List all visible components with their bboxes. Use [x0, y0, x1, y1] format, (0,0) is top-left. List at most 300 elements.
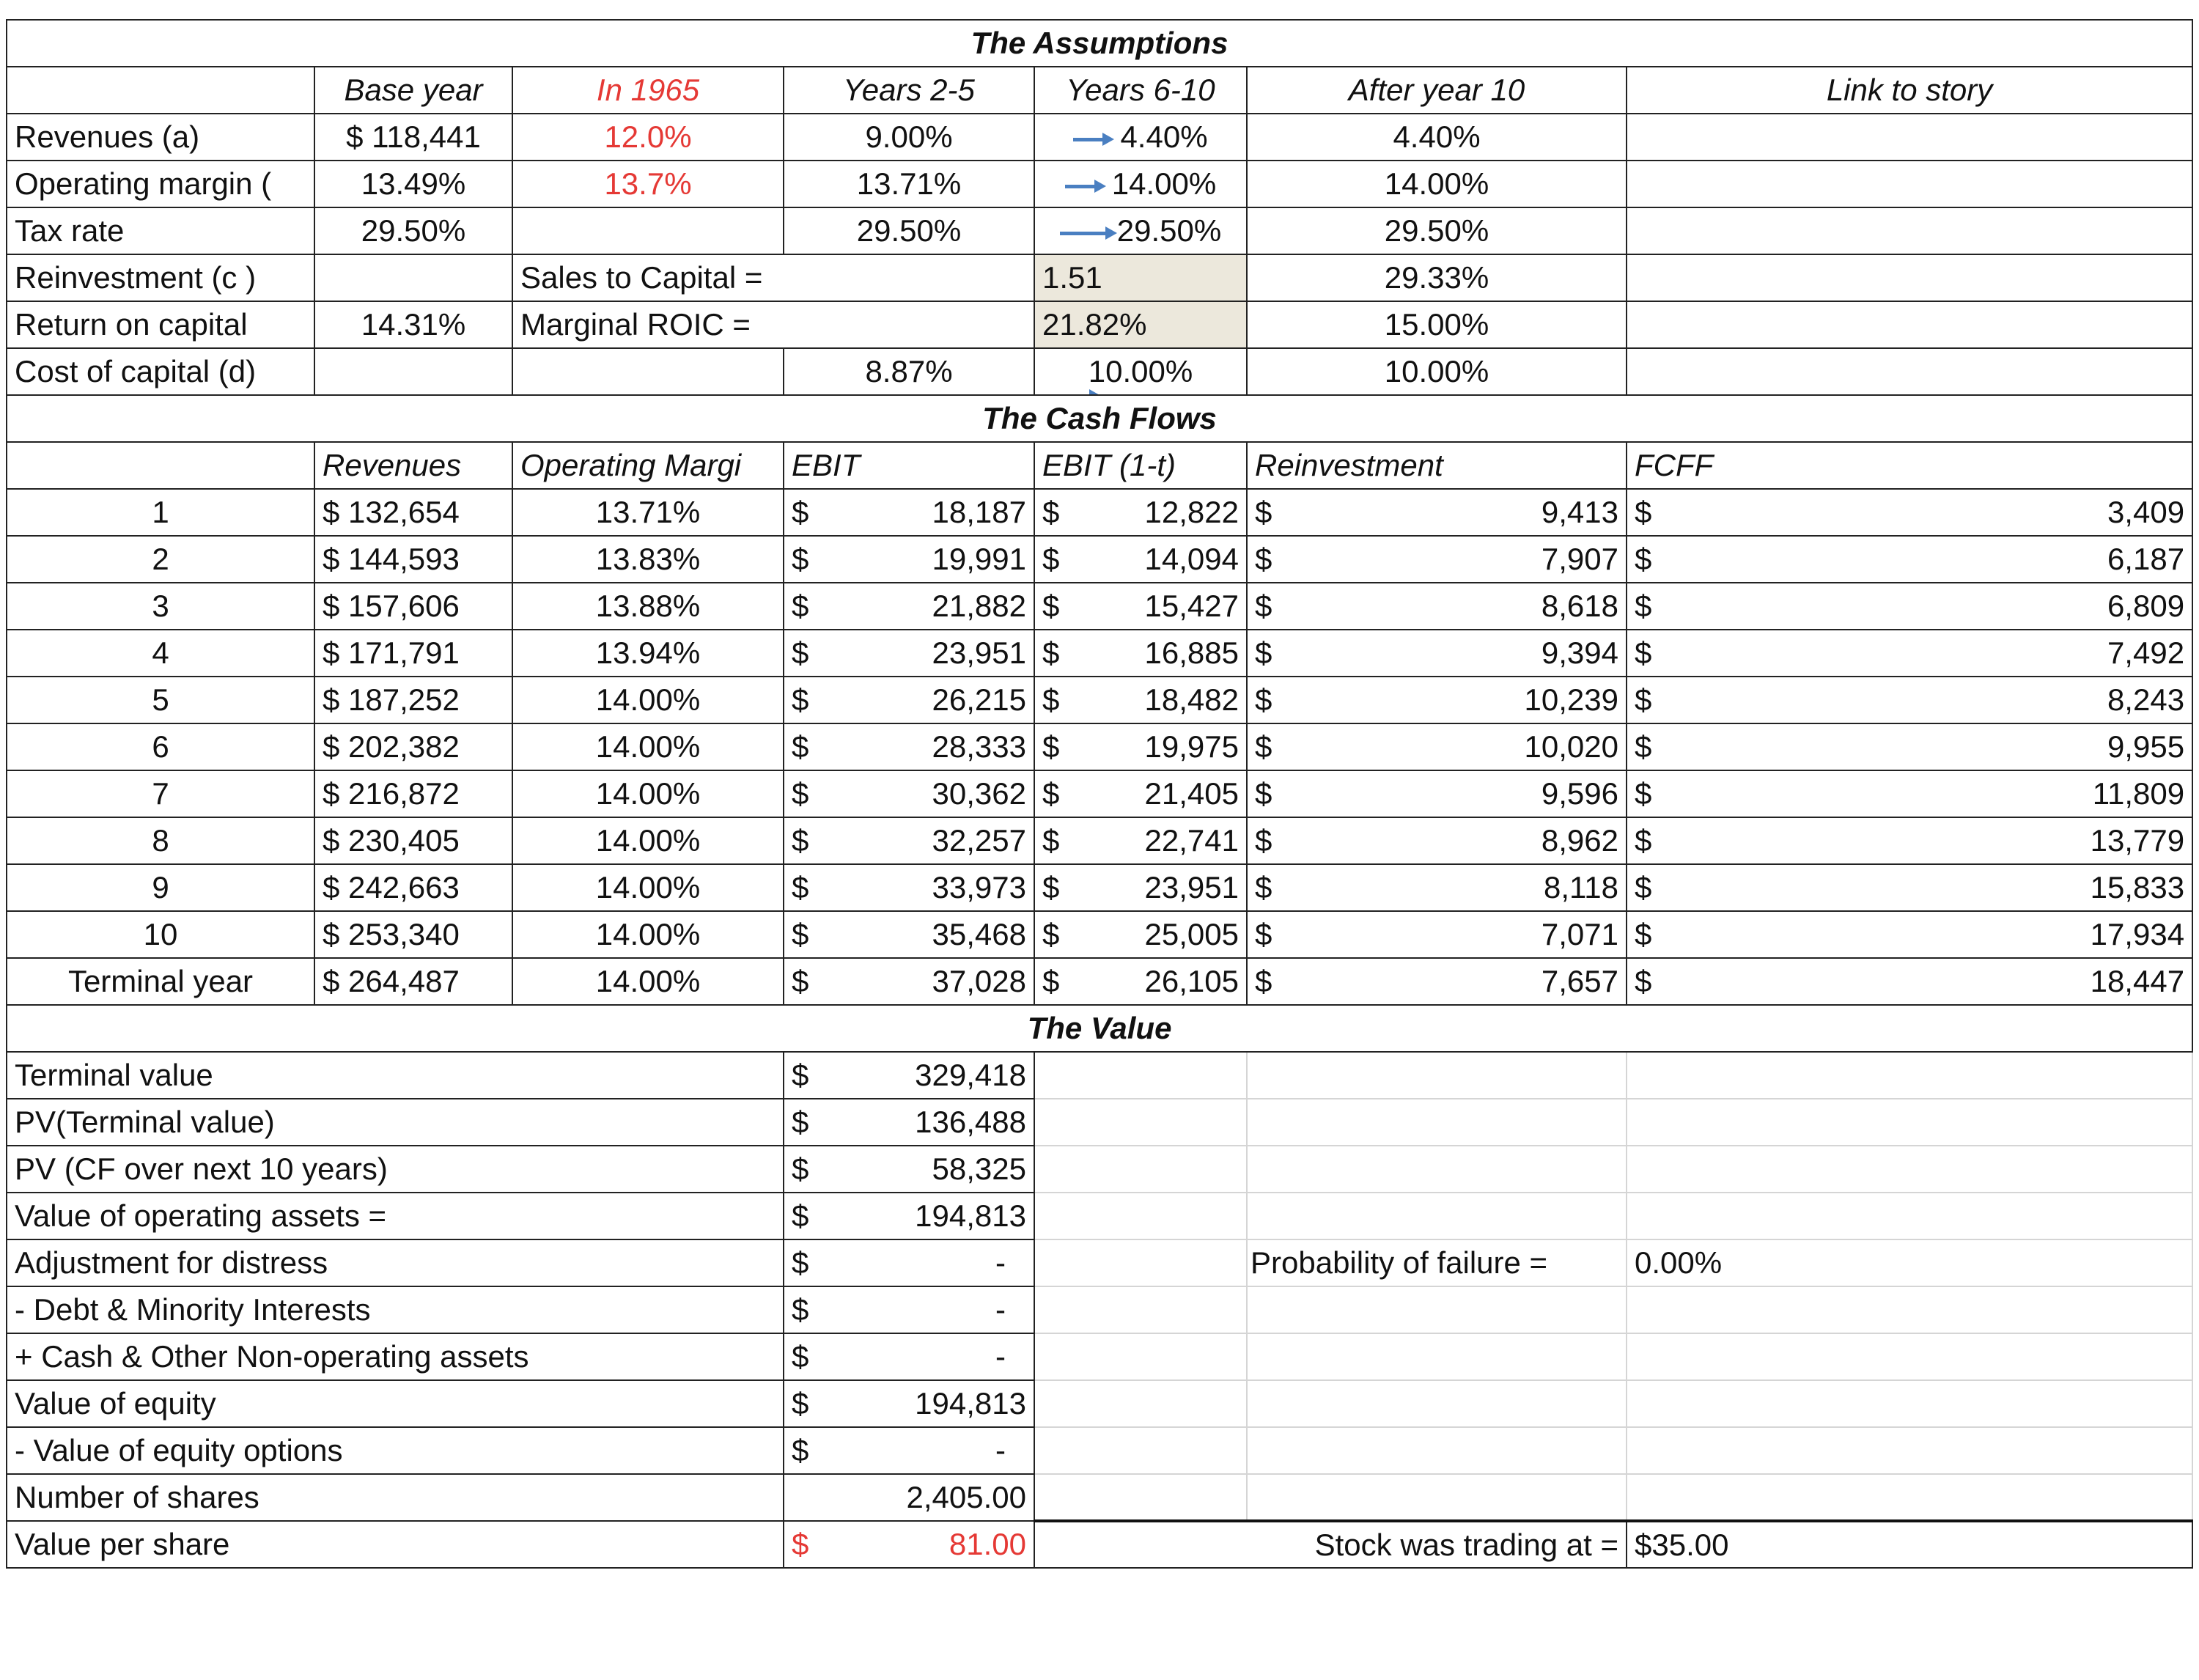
cashflow-row	[7, 583, 2192, 630]
cashflow-ebit-1-t-value: 15,427	[1144, 589, 1239, 623]
cashflow-margin: 14.00%	[512, 770, 784, 817]
marginal-roic-value[interactable]: 21.82%	[1034, 301, 1247, 348]
cashflow-ebit-wrap	[792, 591, 1026, 622]
cashflow-reinvestment-value: 7,907	[1541, 542, 1618, 576]
assumption-years-2-5: 13.71%	[784, 161, 1034, 207]
sales-to-capital-value[interactable]: 1.51	[1034, 254, 1247, 301]
cashflow-fcff	[1627, 911, 2192, 958]
empty-cell[interactable]	[1247, 1099, 1627, 1146]
currency-symbol: $	[792, 1386, 809, 1421]
assumption-story[interactable]	[1627, 254, 2192, 301]
empty-cell[interactable]	[1627, 1380, 2192, 1427]
assumption-years-2-5: 29.50%	[784, 207, 1034, 254]
cashflow-fcff	[1627, 677, 2192, 723]
value-per-share-label: Value per share	[7, 1521, 784, 1568]
currency-symbol: $	[792, 870, 809, 905]
currency-symbol: $	[1635, 729, 1652, 764]
cashflow-reinvestment-wrap	[1255, 778, 1618, 809]
cashflow-reinvestment-wrap	[1255, 729, 1618, 764]
value-amount-wrap	[792, 1198, 1026, 1233]
value-amount-wrap	[792, 1341, 1026, 1372]
assumption-1965	[512, 207, 784, 254]
cashflow-ebit	[784, 489, 1034, 536]
cashflow-ebit-value: 18,187	[932, 495, 1026, 529]
empty-cell[interactable]	[1034, 1286, 1247, 1333]
cashflow-ebit-1-t	[1034, 723, 1247, 770]
empty-cell[interactable]	[1034, 1239, 1247, 1286]
cashflow-reinvestment	[1247, 489, 1627, 536]
cashflow-reinvestment-wrap	[1255, 591, 1618, 622]
cashflow-fcff	[1627, 958, 2192, 1005]
value-amount-value: 136,488	[915, 1105, 1026, 1139]
cashflow-reinvestment	[1247, 630, 1627, 677]
cashflow-reinvestment-wrap	[1255, 497, 1618, 528]
cashflow-ebit-1-t-value: 23,951	[1144, 870, 1239, 905]
currency-symbol: $	[792, 635, 809, 670]
cashflow-row	[7, 630, 2192, 677]
cashflow-fcff-value: 17,934	[2090, 917, 2185, 951]
currency-symbol: $	[792, 729, 809, 764]
cashflow-fcff	[1627, 817, 2192, 864]
cashflow-fcff-wrap	[1635, 778, 2184, 809]
value-label: Terminal value	[7, 1052, 784, 1099]
stock-trading-value[interactable]: $35.00	[1627, 1521, 2192, 1568]
value-row	[7, 1052, 2192, 1099]
cashflow-revenue: $ 216,872	[314, 770, 512, 817]
cashflow-ebit-1-t	[1034, 489, 1247, 536]
cashflow-margin: 14.00%	[512, 864, 784, 911]
cashflow-ebit-wrap	[792, 872, 1026, 903]
value-amount	[784, 1146, 1034, 1193]
currency-symbol: $	[792, 1152, 809, 1186]
header-base-year: Base year	[314, 67, 512, 114]
empty-cell[interactable]	[1627, 1286, 2192, 1333]
assumption-base: 14.31%	[314, 301, 512, 348]
currency-symbol: $	[792, 1105, 809, 1139]
currency-symbol: $	[1255, 823, 1272, 858]
cashflow-reinvestment-value: 7,071	[1541, 917, 1618, 951]
cashflow-row	[7, 911, 2192, 958]
value-row	[7, 1380, 2192, 1427]
cashflow-ebit	[784, 536, 1034, 583]
empty-cell[interactable]	[1247, 1286, 1627, 1333]
cashflow-margin: 13.83%	[512, 536, 784, 583]
cashflow-margin: 14.00%	[512, 817, 784, 864]
assumption-years-6-10	[1034, 348, 1247, 395]
cashflow-reinvestment	[1247, 958, 1627, 1005]
assumption-row-operating-margin	[7, 161, 2192, 207]
cashflow-margin: 13.94%	[512, 630, 784, 677]
value-amount	[784, 1193, 1034, 1239]
assumption-label: Cost of capital (d)	[7, 348, 314, 395]
currency-symbol: $	[792, 682, 809, 717]
currency-symbol: $	[1042, 542, 1060, 576]
currency-symbol: $	[792, 1433, 809, 1467]
assumption-1965: 13.7%	[512, 161, 784, 207]
cashflow-ebit-1-t	[1034, 864, 1247, 911]
cashflow-ebit-1-t	[1034, 630, 1247, 677]
header-years-2-5: Years 2-5	[784, 67, 1034, 114]
cashflow-ebit-1-t	[1034, 677, 1247, 723]
cashflow-ebit-wrap	[792, 635, 1026, 670]
cashflow-ebit	[784, 677, 1034, 723]
currency-symbol: $	[792, 776, 809, 811]
value-row	[7, 1427, 2192, 1474]
assumption-label: Operating margin (	[7, 161, 314, 207]
cashflow-fcff	[1627, 489, 2192, 536]
value-amount-value: -	[995, 1292, 1006, 1327]
currency-symbol: $	[1255, 495, 1272, 529]
cashflow-reinvestment-wrap	[1255, 825, 1618, 856]
value-amount-value: -	[995, 1245, 1006, 1280]
value-row	[7, 1333, 2192, 1380]
assumption-story[interactable]	[1627, 207, 2192, 254]
value-amount	[784, 1333, 1034, 1380]
cashflow-header-blank	[7, 442, 314, 489]
currency-symbol: $	[792, 964, 809, 998]
arrow-right-icon	[1060, 230, 1117, 236]
value-label: PV(Terminal value)	[7, 1099, 784, 1146]
empty-cell[interactable]	[1627, 1099, 2192, 1146]
cashflow-year: 6	[7, 723, 314, 770]
cashflow-margin: 14.00%	[512, 677, 784, 723]
currency-symbol: $	[792, 1527, 809, 1561]
currency-symbol: $	[1635, 589, 1652, 623]
value-amount	[784, 1286, 1034, 1333]
assumption-years-6-10-value: 14.00%	[1111, 166, 1217, 201]
cashflow-row	[7, 864, 2192, 911]
cashflow-row	[7, 677, 2192, 723]
assumption-label: Reinvestment (c )	[7, 254, 314, 301]
currency-symbol: $	[1042, 917, 1060, 951]
cashflow-row	[7, 958, 2192, 1005]
cashflow-ebit-1-t-wrap	[1042, 591, 1239, 622]
cashflow-fcff-wrap	[1635, 872, 2184, 903]
assumption-years-6-10-value: 4.40%	[1120, 119, 1208, 154]
cashflow-fcff-value: 15,833	[2090, 870, 2185, 905]
empty-cell[interactable]	[1247, 1146, 1627, 1193]
value-label: - Value of equity options	[7, 1427, 784, 1474]
header-link-to-story: Link to story	[1627, 67, 2192, 114]
currency-symbol: $	[1255, 870, 1272, 905]
cashflow-ebit-value: 21,882	[932, 589, 1026, 623]
header-in-1965: In 1965	[512, 67, 784, 114]
cashflow-ebit-1-t-wrap	[1042, 544, 1239, 575]
cashflow-ebit-1-t-value: 19,975	[1144, 729, 1239, 764]
cashflow-ebit-value: 37,028	[932, 964, 1026, 998]
cashflow-fcff	[1627, 630, 2192, 677]
assumption-years-6-10-value: 10.00%	[1088, 354, 1193, 388]
header-after-year-10: After year 10	[1247, 67, 1627, 114]
assumption-row-return-on-capital	[7, 301, 2192, 348]
assumption-label: Tax rate	[7, 207, 314, 254]
empty-cell[interactable]	[1627, 1052, 2192, 1099]
cashflow-reinvestment	[1247, 677, 1627, 723]
value-amount-wrap	[792, 1154, 1026, 1185]
assumption-base: $ 118,441	[314, 114, 512, 161]
arrow-right-icon	[1073, 136, 1114, 142]
value-label: + Cash & Other Non-operating assets	[7, 1333, 784, 1380]
assumption-years-2-5: 8.87%	[784, 348, 1034, 395]
empty-cell[interactable]	[1247, 1380, 1627, 1427]
empty-cell[interactable]	[1034, 1427, 1247, 1474]
value-amount-wrap	[792, 1294, 1026, 1325]
valuation-table	[6, 19, 2193, 1569]
cashflow-revenue: $ 157,606	[314, 583, 512, 630]
empty-cell[interactable]	[1034, 1380, 1247, 1427]
cashflow-reinvestment	[1247, 536, 1627, 583]
cashflow-ebit	[784, 864, 1034, 911]
cashflow-fcff-wrap	[1635, 825, 2184, 856]
cashflow-ebit-value: 19,991	[932, 542, 1026, 576]
assumption-label: Return on capital	[7, 301, 314, 348]
currency-symbol: $	[792, 917, 809, 951]
cashflow-reinvestment	[1247, 817, 1627, 864]
assumption-base	[314, 254, 512, 301]
cashflow-fcff-wrap	[1635, 729, 2185, 764]
value-amount-wrap	[792, 1060, 1026, 1091]
assumption-story[interactable]	[1627, 114, 2192, 161]
value-amount-wrap	[792, 1245, 1026, 1280]
currency-symbol: $	[792, 495, 809, 529]
assumption-years-6-10	[1034, 207, 1247, 254]
cashflow-ebit-1-t-value: 14,094	[1144, 542, 1239, 576]
empty-cell[interactable]	[1247, 1333, 1627, 1380]
cashflow-ebit-value: 35,468	[932, 917, 1026, 951]
cashflow-ebit-wrap	[792, 966, 1026, 997]
empty-cell[interactable]	[1247, 1193, 1627, 1239]
cashflow-reinvestment	[1247, 864, 1627, 911]
value-label: PV (CF over next 10 years)	[7, 1146, 784, 1193]
assumption-after-10: 29.33%	[1247, 254, 1627, 301]
assumption-after-10: 10.00%	[1247, 348, 1627, 395]
currency-symbol: $	[792, 1245, 809, 1280]
currency-symbol: $	[1635, 964, 1652, 998]
value-row	[7, 1239, 2192, 1286]
currency-symbol: $	[1042, 823, 1060, 858]
cashflow-margin: 14.00%	[512, 958, 784, 1005]
currency-symbol: $	[1042, 776, 1060, 811]
currency-symbol: $	[1635, 823, 1652, 858]
probability-of-failure-label: Probability of failure =	[1247, 1239, 1627, 1286]
empty-cell[interactable]	[1627, 1193, 2192, 1239]
currency-symbol: $	[1042, 682, 1060, 717]
assumption-1965: 12.0%	[512, 114, 784, 161]
cashflow-ebit-1-t	[1034, 536, 1247, 583]
empty-cell[interactable]	[1247, 1052, 1627, 1099]
assumption-story[interactable]	[1627, 348, 2192, 395]
cashflow-ebit-1-t-value: 26,105	[1144, 964, 1239, 998]
currency-symbol: $	[792, 589, 809, 623]
currency-symbol: $	[792, 1198, 809, 1233]
cashflow-revenue: $ 230,405	[314, 817, 512, 864]
cashflow-fcff-wrap	[1635, 497, 2184, 528]
currency-symbol: $	[1635, 682, 1652, 717]
cashflow-year: 7	[7, 770, 314, 817]
value-amount-value: 194,813	[915, 1386, 1026, 1421]
value-row	[7, 1146, 2192, 1193]
empty-cell[interactable]	[1034, 1474, 1247, 1521]
currency-symbol: $	[1635, 870, 1652, 905]
assumptions-title: The Assumptions	[7, 20, 2192, 67]
assumption-label: Revenues (a)	[7, 114, 314, 161]
cashflow-ebit-1-t	[1034, 817, 1247, 864]
currency-symbol: $	[1042, 964, 1060, 998]
empty-cell[interactable]	[1034, 1333, 1247, 1380]
currency-symbol: $	[1042, 870, 1060, 905]
cashflow-ebit-wrap	[792, 919, 1026, 950]
currency-symbol: $	[1042, 635, 1060, 670]
cashflow-ebit-1-t-wrap	[1042, 729, 1239, 764]
cashflow-revenue: $ 144,593	[314, 536, 512, 583]
cashflow-ebit-1-t-value: 22,741	[1144, 823, 1239, 858]
assumption-row-reinvestment	[7, 254, 2192, 301]
assumption-base: 29.50%	[314, 207, 512, 254]
value-title: The Value	[7, 1005, 2192, 1052]
cashflow-ebit-wrap	[792, 729, 1026, 764]
currency-symbol: $	[1255, 917, 1272, 951]
cashflow-ebit-1-t-wrap	[1042, 966, 1239, 997]
cashflow-ebit	[784, 770, 1034, 817]
cashflow-fcff-value: 7,492	[2107, 635, 2185, 670]
cashflow-fcff-value: 6,187	[2107, 542, 2185, 576]
cashflow-ebit-value: 32,257	[932, 823, 1026, 858]
valuation-spreadsheet	[6, 19, 2192, 1569]
cashflow-row	[7, 536, 2192, 583]
value-per-share	[784, 1521, 1034, 1568]
cashflow-ebit-1-t-value: 12,822	[1144, 495, 1239, 529]
empty-cell[interactable]	[1627, 1333, 2192, 1380]
cashflow-reinvestment	[1247, 770, 1627, 817]
assumption-after-10: 4.40%	[1247, 114, 1627, 161]
currency-symbol: $	[1635, 776, 1652, 811]
value-label: Value of operating assets =	[7, 1193, 784, 1239]
currency-symbol: $	[1255, 542, 1272, 576]
cashflow-ebit	[784, 630, 1034, 677]
empty-cell[interactable]	[1034, 1052, 1247, 1099]
cashflow-ebit-1-t	[1034, 583, 1247, 630]
currency-symbol: $	[792, 1058, 809, 1092]
cashflow-ebit	[784, 911, 1034, 958]
probability-of-failure-value[interactable]: 0.00%	[1627, 1239, 2192, 1286]
currency-symbol: $	[1255, 682, 1272, 717]
cashflow-row	[7, 770, 2192, 817]
assumption-after-10: 29.50%	[1247, 207, 1627, 254]
empty-cell[interactable]	[1034, 1146, 1247, 1193]
cashflows-title: The Cash Flows	[7, 395, 2192, 442]
assumption-story[interactable]	[1627, 301, 2192, 348]
assumption-base: 13.49%	[314, 161, 512, 207]
cashflow-ebit-1-t-value: 18,482	[1144, 682, 1239, 717]
cashflow-reinvestment-value: 7,657	[1541, 964, 1618, 998]
value-amount-value: 194,813	[915, 1198, 1026, 1233]
cashflow-fcff	[1627, 583, 2192, 630]
cashflow-fcff-wrap	[1635, 966, 2184, 997]
value-amount	[784, 1052, 1034, 1099]
empty-cell[interactable]	[1627, 1474, 2192, 1521]
value-amount	[784, 1427, 1034, 1474]
cashflow-ebit-1-t	[1034, 770, 1247, 817]
value-per-share-wrap	[792, 1529, 1026, 1560]
cashflow-revenue: $ 253,340	[314, 911, 512, 958]
cashflow-year: 5	[7, 677, 314, 723]
cashflow-revenue: $ 202,382	[314, 723, 512, 770]
currency-symbol: $	[1042, 495, 1060, 529]
cashflow-revenue: $ 242,663	[314, 864, 512, 911]
cashflow-ebit-1-t-wrap	[1042, 919, 1239, 950]
cashflow-reinvestment	[1247, 911, 1627, 958]
cashflow-fcff-value: 13,779	[2090, 823, 2185, 858]
empty-cell[interactable]	[1247, 1427, 1627, 1474]
assumption-years-6-10	[1034, 114, 1247, 161]
header-fcff: FCFF	[1627, 442, 2192, 489]
cashflow-fcff	[1627, 723, 2192, 770]
empty-cell[interactable]	[1034, 1193, 1247, 1239]
cashflow-fcff	[1627, 864, 2192, 911]
cashflow-row	[7, 723, 2192, 770]
header-ebit-1-t: EBIT (1-t)	[1034, 442, 1247, 489]
cashflow-fcff-wrap	[1635, 682, 2185, 717]
cashflow-ebit-wrap	[792, 682, 1026, 717]
cashflow-fcff	[1627, 770, 2192, 817]
value-amount	[784, 1239, 1034, 1286]
cashflow-year: 9	[7, 864, 314, 911]
cashflow-margin: 14.00%	[512, 911, 784, 958]
empty-cell[interactable]	[1627, 1146, 2192, 1193]
cashflow-ebit-1-t-wrap	[1042, 635, 1239, 670]
value-amount-value: 329,418	[915, 1058, 1026, 1092]
cashflow-reinvestment	[1247, 723, 1627, 770]
cashflow-ebit	[784, 723, 1034, 770]
cashflow-year: 1	[7, 489, 314, 536]
assumption-years-6-10-value: 29.50%	[1116, 213, 1222, 248]
assumption-story[interactable]	[1627, 161, 2192, 207]
header-ebit: EBIT	[784, 442, 1034, 489]
cashflow-reinvestment-wrap	[1255, 635, 1618, 670]
cashflow-ebit-value: 28,333	[932, 729, 1026, 764]
cashflow-revenue: $ 264,487	[314, 958, 512, 1005]
assumption-1965	[512, 348, 784, 395]
cashflow-fcff-value: 8,243	[2107, 682, 2185, 717]
cashflow-fcff-value: 18,447	[2090, 964, 2185, 998]
cashflow-revenue: $ 171,791	[314, 630, 512, 677]
cashflow-fcff-wrap	[1635, 544, 2184, 575]
cashflow-year: 2	[7, 536, 314, 583]
currency-symbol: $	[1255, 729, 1272, 764]
empty-cell[interactable]	[1034, 1099, 1247, 1146]
empty-cell[interactable]	[1627, 1427, 2192, 1474]
header-reinvestment: Reinvestment	[1247, 442, 1627, 489]
cashflow-reinvestment-value: 10,239	[1524, 682, 1618, 717]
assumption-base	[314, 348, 512, 395]
header-years-6-10: Years 6-10	[1034, 67, 1247, 114]
value-per-share-value: 81.00	[949, 1527, 1026, 1561]
sales-to-capital-label: Sales to Capital =	[512, 254, 1034, 301]
currency-symbol: $	[792, 1339, 809, 1374]
currency-symbol: $	[1635, 542, 1652, 576]
cashflow-year: 8	[7, 817, 314, 864]
cashflow-fcff-wrap	[1635, 591, 2184, 622]
cashflow-ebit-value: 26,215	[932, 682, 1026, 717]
empty-cell[interactable]	[1247, 1474, 1627, 1521]
cashflow-ebit-1-t-value: 25,005	[1144, 917, 1239, 951]
cashflow-ebit-1-t-value: 16,885	[1144, 635, 1239, 670]
value-amount-value: -	[995, 1433, 1006, 1467]
currency-symbol: $	[1635, 917, 1652, 951]
assumption-row-revenues	[7, 114, 2192, 161]
cashflow-year: Terminal year	[7, 958, 314, 1005]
cashflow-reinvestment-value: 8,118	[1544, 870, 1618, 905]
